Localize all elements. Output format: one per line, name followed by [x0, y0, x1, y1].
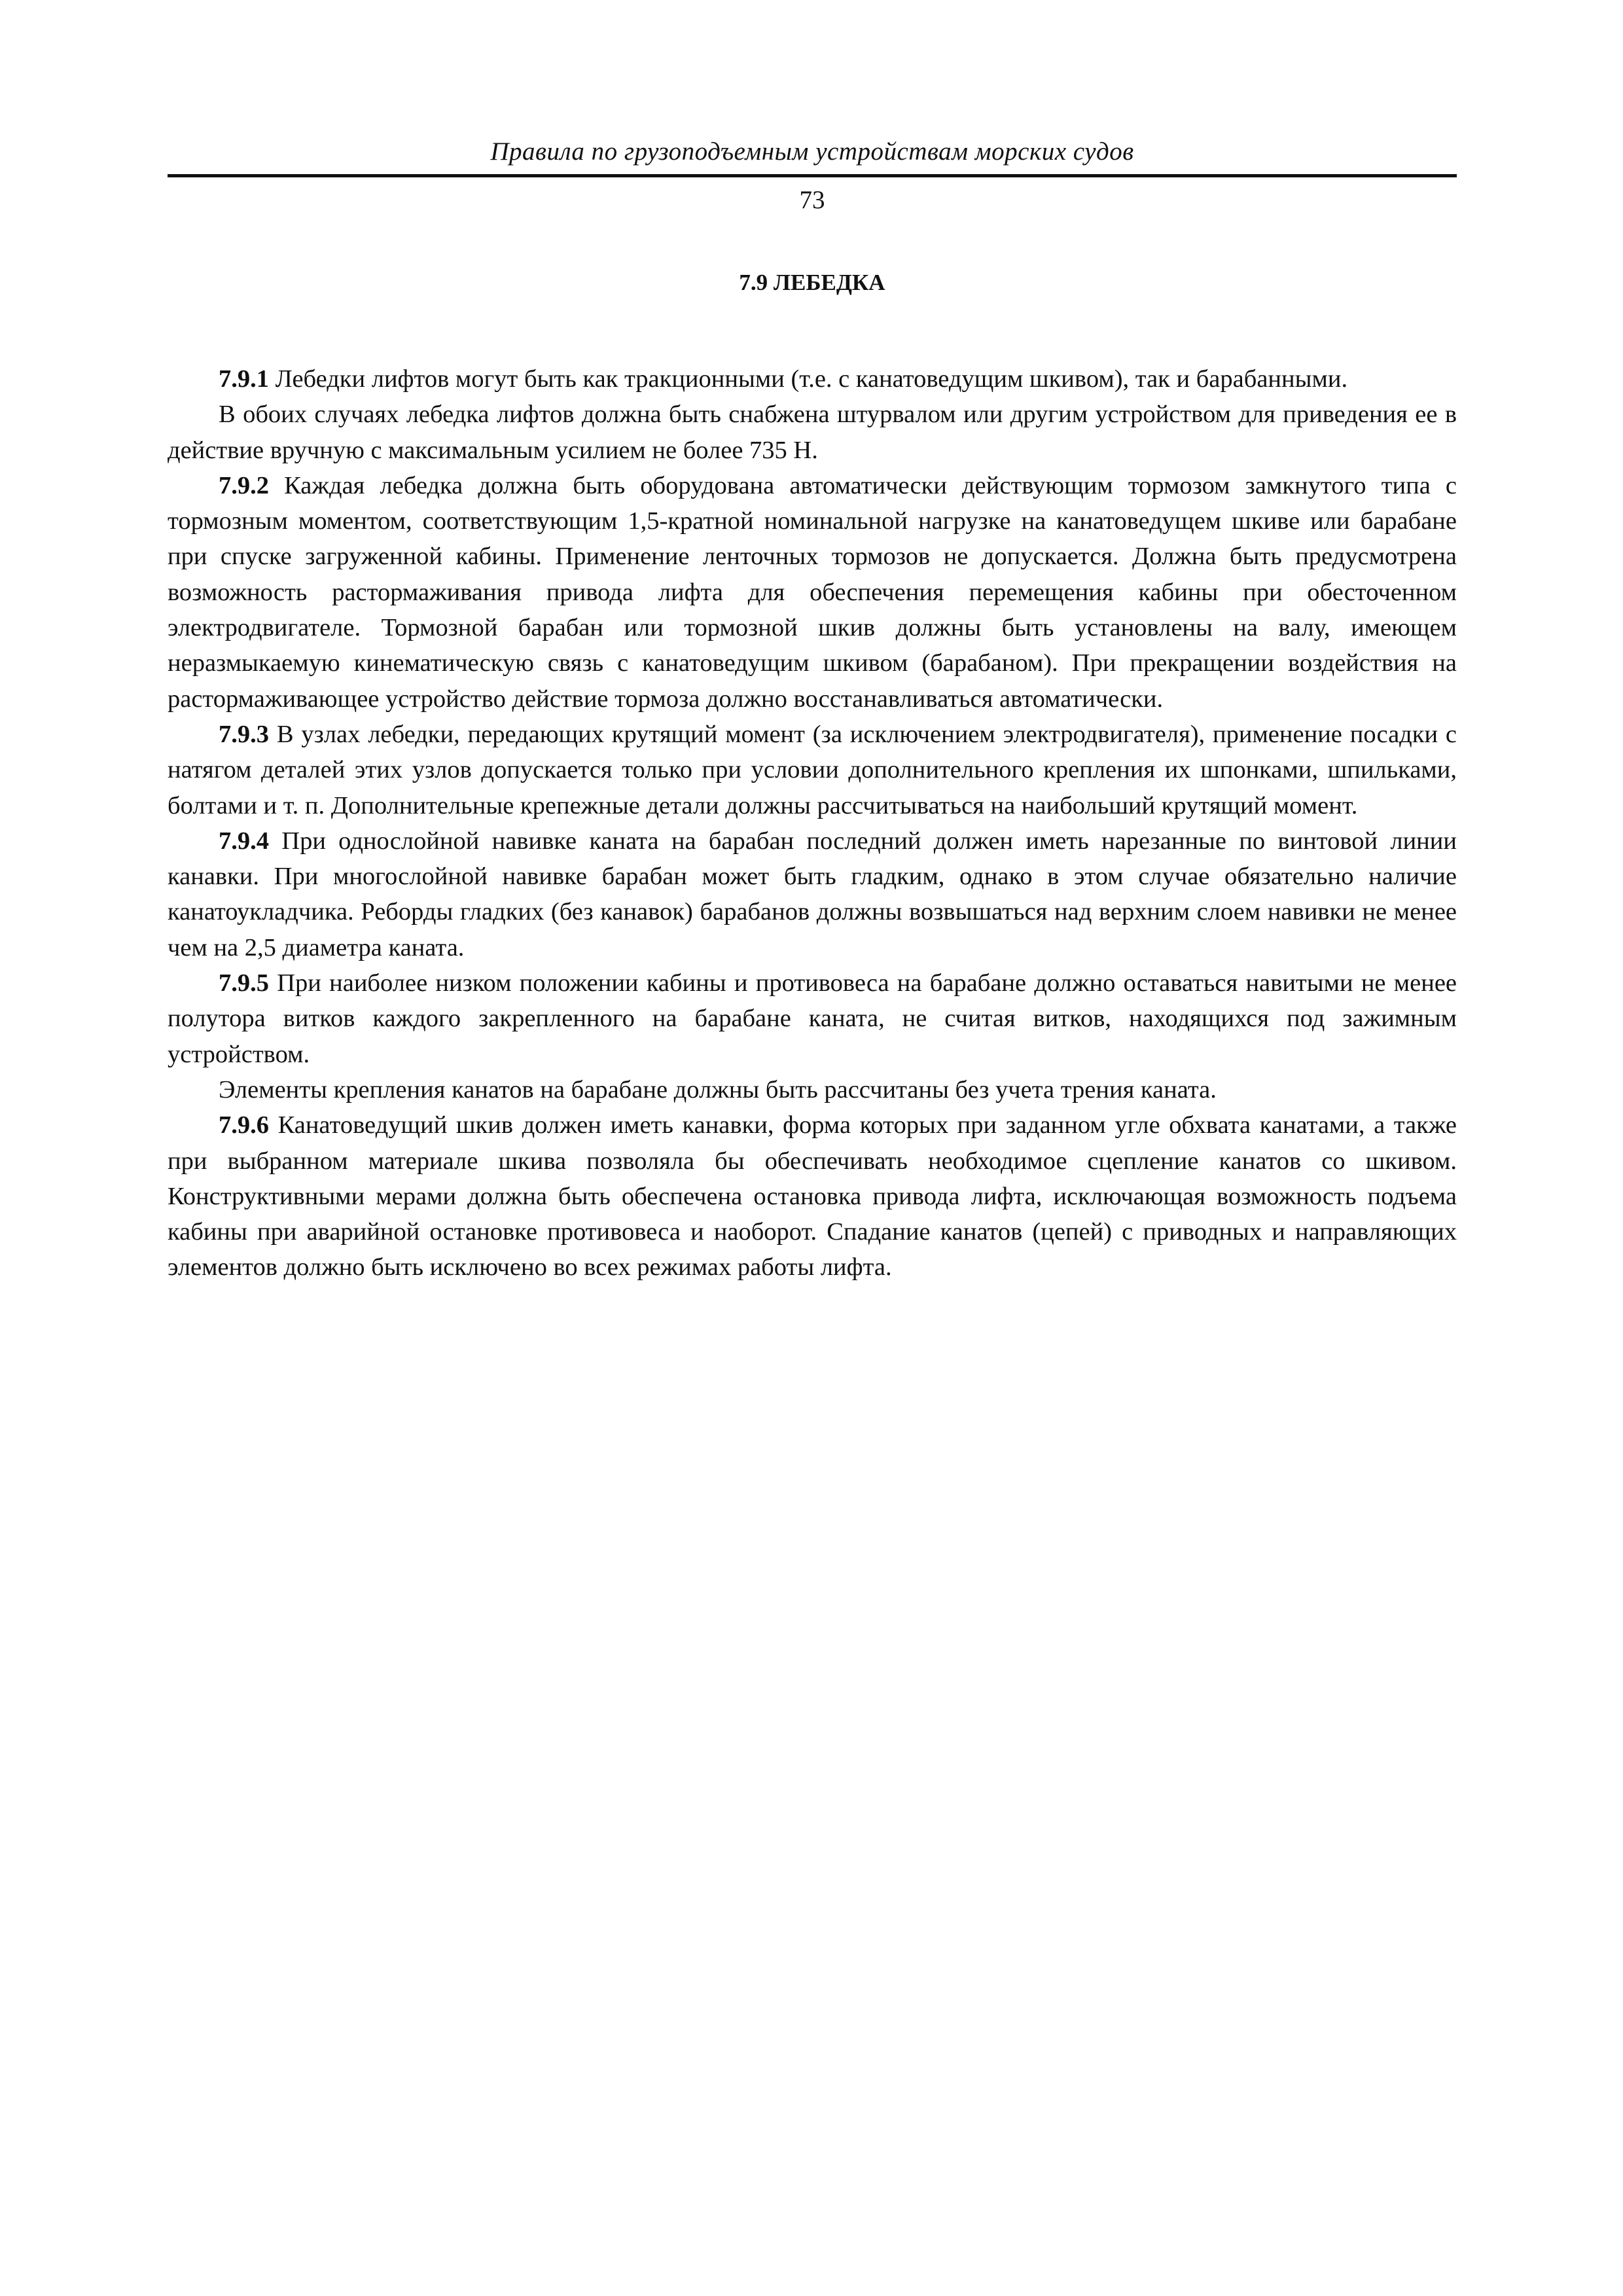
clause-number: 7.9.6 [219, 1111, 269, 1139]
paragraph-7-9-1 [168, 361, 1457, 397]
paragraph-text: Лебедки лифтов могут быть как тракционными (т.е. с канатоведущим шкивом), так и барабанными. [269, 365, 1348, 393]
paragraph-7-9-1-continued [168, 397, 1457, 468]
paragraph-text: В обоих случаях лебедка лифтов должна быть снабжена штурвалом или другим устройством для приведения ее в действие вручную с максимальным усилием не более 735 Н. [168, 401, 1457, 464]
paragraph-7-9-6 [168, 1107, 1457, 1285]
page-number: 73 [799, 186, 825, 214]
running-head-title: Правила по грузоподъемным устройствам морских судов [490, 137, 1134, 166]
paragraph-7-9-2 [168, 468, 1457, 717]
section-body [168, 361, 1457, 1285]
header-rule [168, 174, 1457, 177]
section-title: 7.9 ЛЕБЕДКА [739, 270, 885, 295]
paragraph-text: Каждая лебедка должна быть оборудована автоматически действующим тормозом замкнутого типа с тормозным моментом, соответствующим 1,5-кратной номинальной нагрузке на канатоведущем шкиве или барабане при спуске загруженной кабины. Применение ленточных тормозов не допускается. Должна быть предусмотрена возможность растормаживания привода лифта для обеспечения перемещения кабины при обесточенном электродвигателе. Тормозной барабан или тормозной шкив должны быть установлены на валу, имеющем неразмыкаемую кинематическую связь с канатоведущим шкивом (барабаном). При прекращении воздействия на растормаживающее устройство действие тормоза должно восстанавливаться автоматически. [168, 471, 1457, 713]
paragraph-text: В узлах лебедки, передающих крутящий момент (за исключением электродвигателя), применение посадки с натягом деталей этих узлов допускается только при условии дополнительного крепления их шпонками, шпильками, болтами и т. п. Дополнительные крепежные детали должны рассчитываться на наибольший крутящий момент. [168, 720, 1457, 819]
paragraph-text: При однослойной навивке каната на барабан последний должен иметь нарезанные по винтовой линии канавки. При многослойной навивке барабан может быть гладким, однако в этом случае обязательно наличие канатоукладчика. Реборды гладких (без канавок) барабанов должны возвышаться над верхним слоем навивки не менее чем на 2,5 диаметра каната. [168, 827, 1457, 961]
paragraph-text: Канатоведущий шкив должен иметь канавки, форма которых при заданном угле обхвата канатами, а также при выбранном материале шкива позволяла бы обеспечивать необходимое сцепление канатов со шкивом. Конструктивными мерами должна быть обеспечена остановка привода лифта, исключающая возможность подъема кабины при аварийной остановке противовеса и наоборот. Спадание канатов (цепей) с приводных и направляющих элементов должно быть исключено во всех режимах работы лифта. [168, 1111, 1457, 1282]
paragraph-7-9-5 [168, 965, 1457, 1072]
clause-number: 7.9.4 [219, 827, 269, 855]
paragraph-7-9-3 [168, 717, 1457, 823]
clause-number: 7.9.2 [219, 471, 269, 499]
paragraph-7-9-4 [168, 823, 1457, 965]
paragraph-text: Элементы крепления канатов на барабане должны быть рассчитаны без учета трения каната. [219, 1075, 1217, 1103]
clause-number: 7.9.1 [219, 365, 269, 393]
clause-number: 7.9.5 [219, 969, 269, 997]
clause-number: 7.9.3 [219, 720, 269, 748]
paragraph-text: При наиболее низком положении кабины и противовеса на барабане должно оставаться навитыми не менее полутора витков каждого закрепленного на барабане каната, не считая витков, находящихся под зажимным устройством. [168, 969, 1457, 1068]
paragraph-7-9-5-continued [168, 1072, 1457, 1107]
